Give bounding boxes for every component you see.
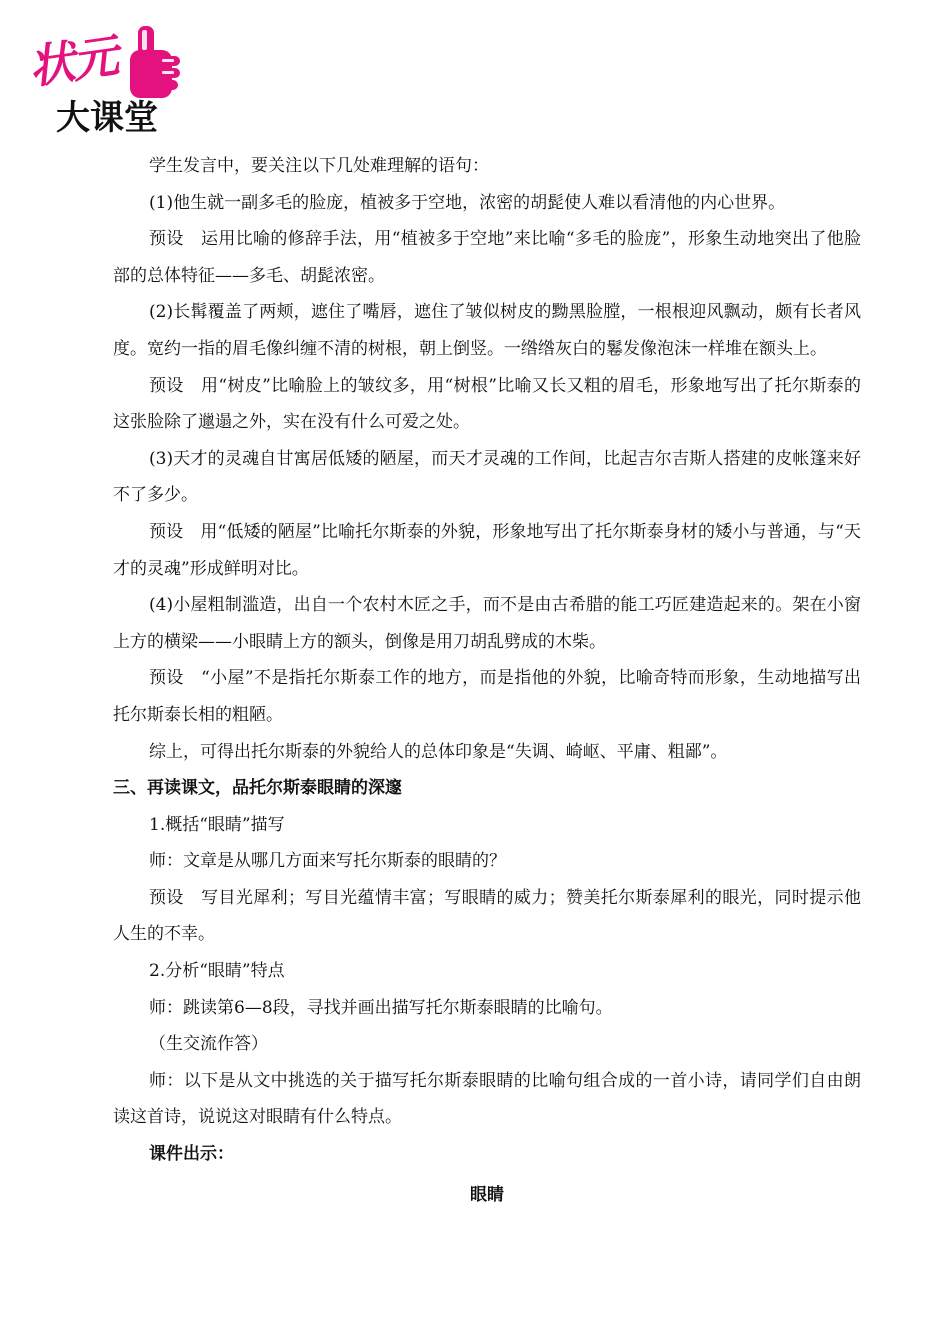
paragraph: 1.概括“眼睛”描写: [149, 814, 285, 835]
paragraph: (3)天才的灵魂自甘寓居低矮的陋屋，而天才灵魂的工作间，比起吉尔吉斯人搭建的皮帐篷来好不了多少。: [113, 448, 861, 506]
paragraph: 师：以下是从文中挑选的关于描写托尔斯泰眼睛的比喻句组合成的一首小诗，请同学们自由朗读这首诗，说说这对眼睛有什么特点。: [113, 1070, 861, 1128]
logo: [18, 12, 193, 138]
paragraph: （生交流作答）: [149, 1034, 268, 1055]
paragraph: 预设 用“树皮”比喻脸上的皱纹多，用“树根”比喻又长又粗的眉毛，形象地写出了托尔斯泰的这张脸除了邋遢之外，实在没有什么可爱之处。: [113, 375, 861, 433]
paragraph: 综上，可得出托尔斯泰的外貌给人的总体印象是“失调、崎岖、平庸、粗鄙”。: [149, 741, 728, 762]
paragraph: (4)小屋粗制滥造，出自一个农村木匠之手，而不是由古希腊的能工巧匠建造起来的。架在小窗上方的横梁——小眼睛上方的额头，倒像是用刀胡乱劈成的木柴。: [113, 595, 861, 652]
logo-title: 状元: [25, 28, 120, 95]
paragraph: (1)他生就一副多毛的脸庞，植被多于空地，浓密的胡髭使人难以看清他的内心世界。: [149, 192, 786, 213]
paragraph: 学生发言中，要关注以下几处难理解的语句：: [149, 156, 489, 176]
paragraph: 2.分析“眼睛”特点: [149, 961, 285, 982]
courseware-label: 课件出示：: [149, 1144, 234, 1165]
document-body: [113, 148, 861, 1213]
logo-subtitle: 大课堂: [56, 98, 158, 138]
paragraph: 预设 运用比喻的修辞手法，用“植被多于空地”来比喻“多毛的脸庞”，形象生动地突出了他脸部的总体特征——多毛、胡髭浓密。: [113, 229, 861, 286]
paragraph: 师：跳读第6—8段，寻找并画出描写托尔斯泰眼睛的比喻句。: [149, 997, 613, 1018]
paragraph: 师：文章是从哪几方面来写托尔斯泰的眼睛的？: [149, 851, 506, 872]
paragraph: 预设 写目光犀利；写目光蕴情丰富；写眼睛的威力；赞美托尔斯泰犀利的眼光，同时提示他人生的不幸。: [113, 887, 861, 945]
poem-title: 眼睛: [470, 1184, 504, 1205]
paragraph: 预设 用“低矮的陋屋”比喻托尔斯泰的外貌，形象地写出了托尔斯泰身材的矮小与普通，与“天才的灵魂”形成鲜明对比。: [113, 521, 861, 579]
paragraph: (2)长髯覆盖了两颊，遮住了嘴唇，遮住了皱似树皮的黝黑脸膛，一根根迎风飘动，颇有长者风度。宽约一指的眉毛像纠缠不清的树根，朝上倒竖。一绺绺灰白的鬈发像泡沫一样堆在额头上。: [113, 302, 861, 359]
section-heading: 三、再读课文，品托尔斯泰眼睛的深邃: [113, 778, 402, 799]
paragraph: 预设 “小屋”不是指托尔斯泰工作的地方，而是指他的外貌，比喻奇特而形象，生动地描写出托尔斯泰长相的粗陋。: [113, 668, 861, 725]
